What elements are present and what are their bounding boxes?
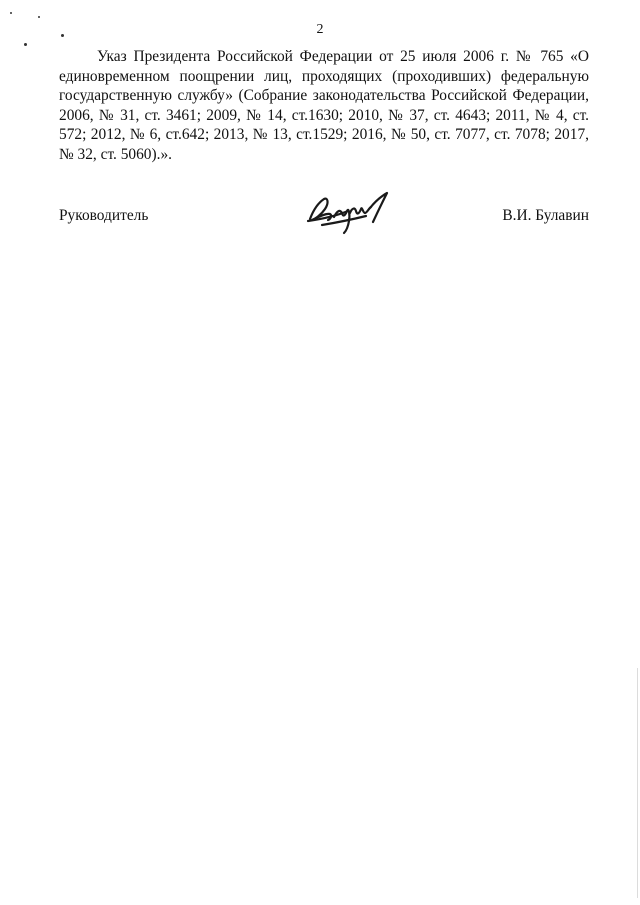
signature-icon (304, 189, 394, 235)
signer-title: Руководитель (59, 207, 149, 224)
decree-reference-paragraph: Указ Президента Российской Федерации от 25 июля 2006 г. № 765 «О единовременном поощрении лиц, проходящих (проходивших) федеральную государственную службу» (Собрание законодательства Российской Федерации, 2006, № 31, ст. 3461; 2009, № 14, ст.1630; 2010, № 37, ст. 4643; 2011, № 4, ст. 572; 2012, № 6, ст.642; 2013, № 13, ст.1529; 2016, № 50, ст. 7077, ст. 7078; 2017, № 32, ст. 5060).». (59, 48, 589, 163)
signature-block (59, 198, 589, 242)
scan-edge-line (637, 668, 638, 898)
scan-speck (38, 16, 40, 18)
scan-speck (24, 43, 27, 46)
signer-name: В.И. Булавин (502, 207, 589, 224)
scan-speck (10, 12, 12, 14)
page-number: 2 (316, 22, 324, 37)
